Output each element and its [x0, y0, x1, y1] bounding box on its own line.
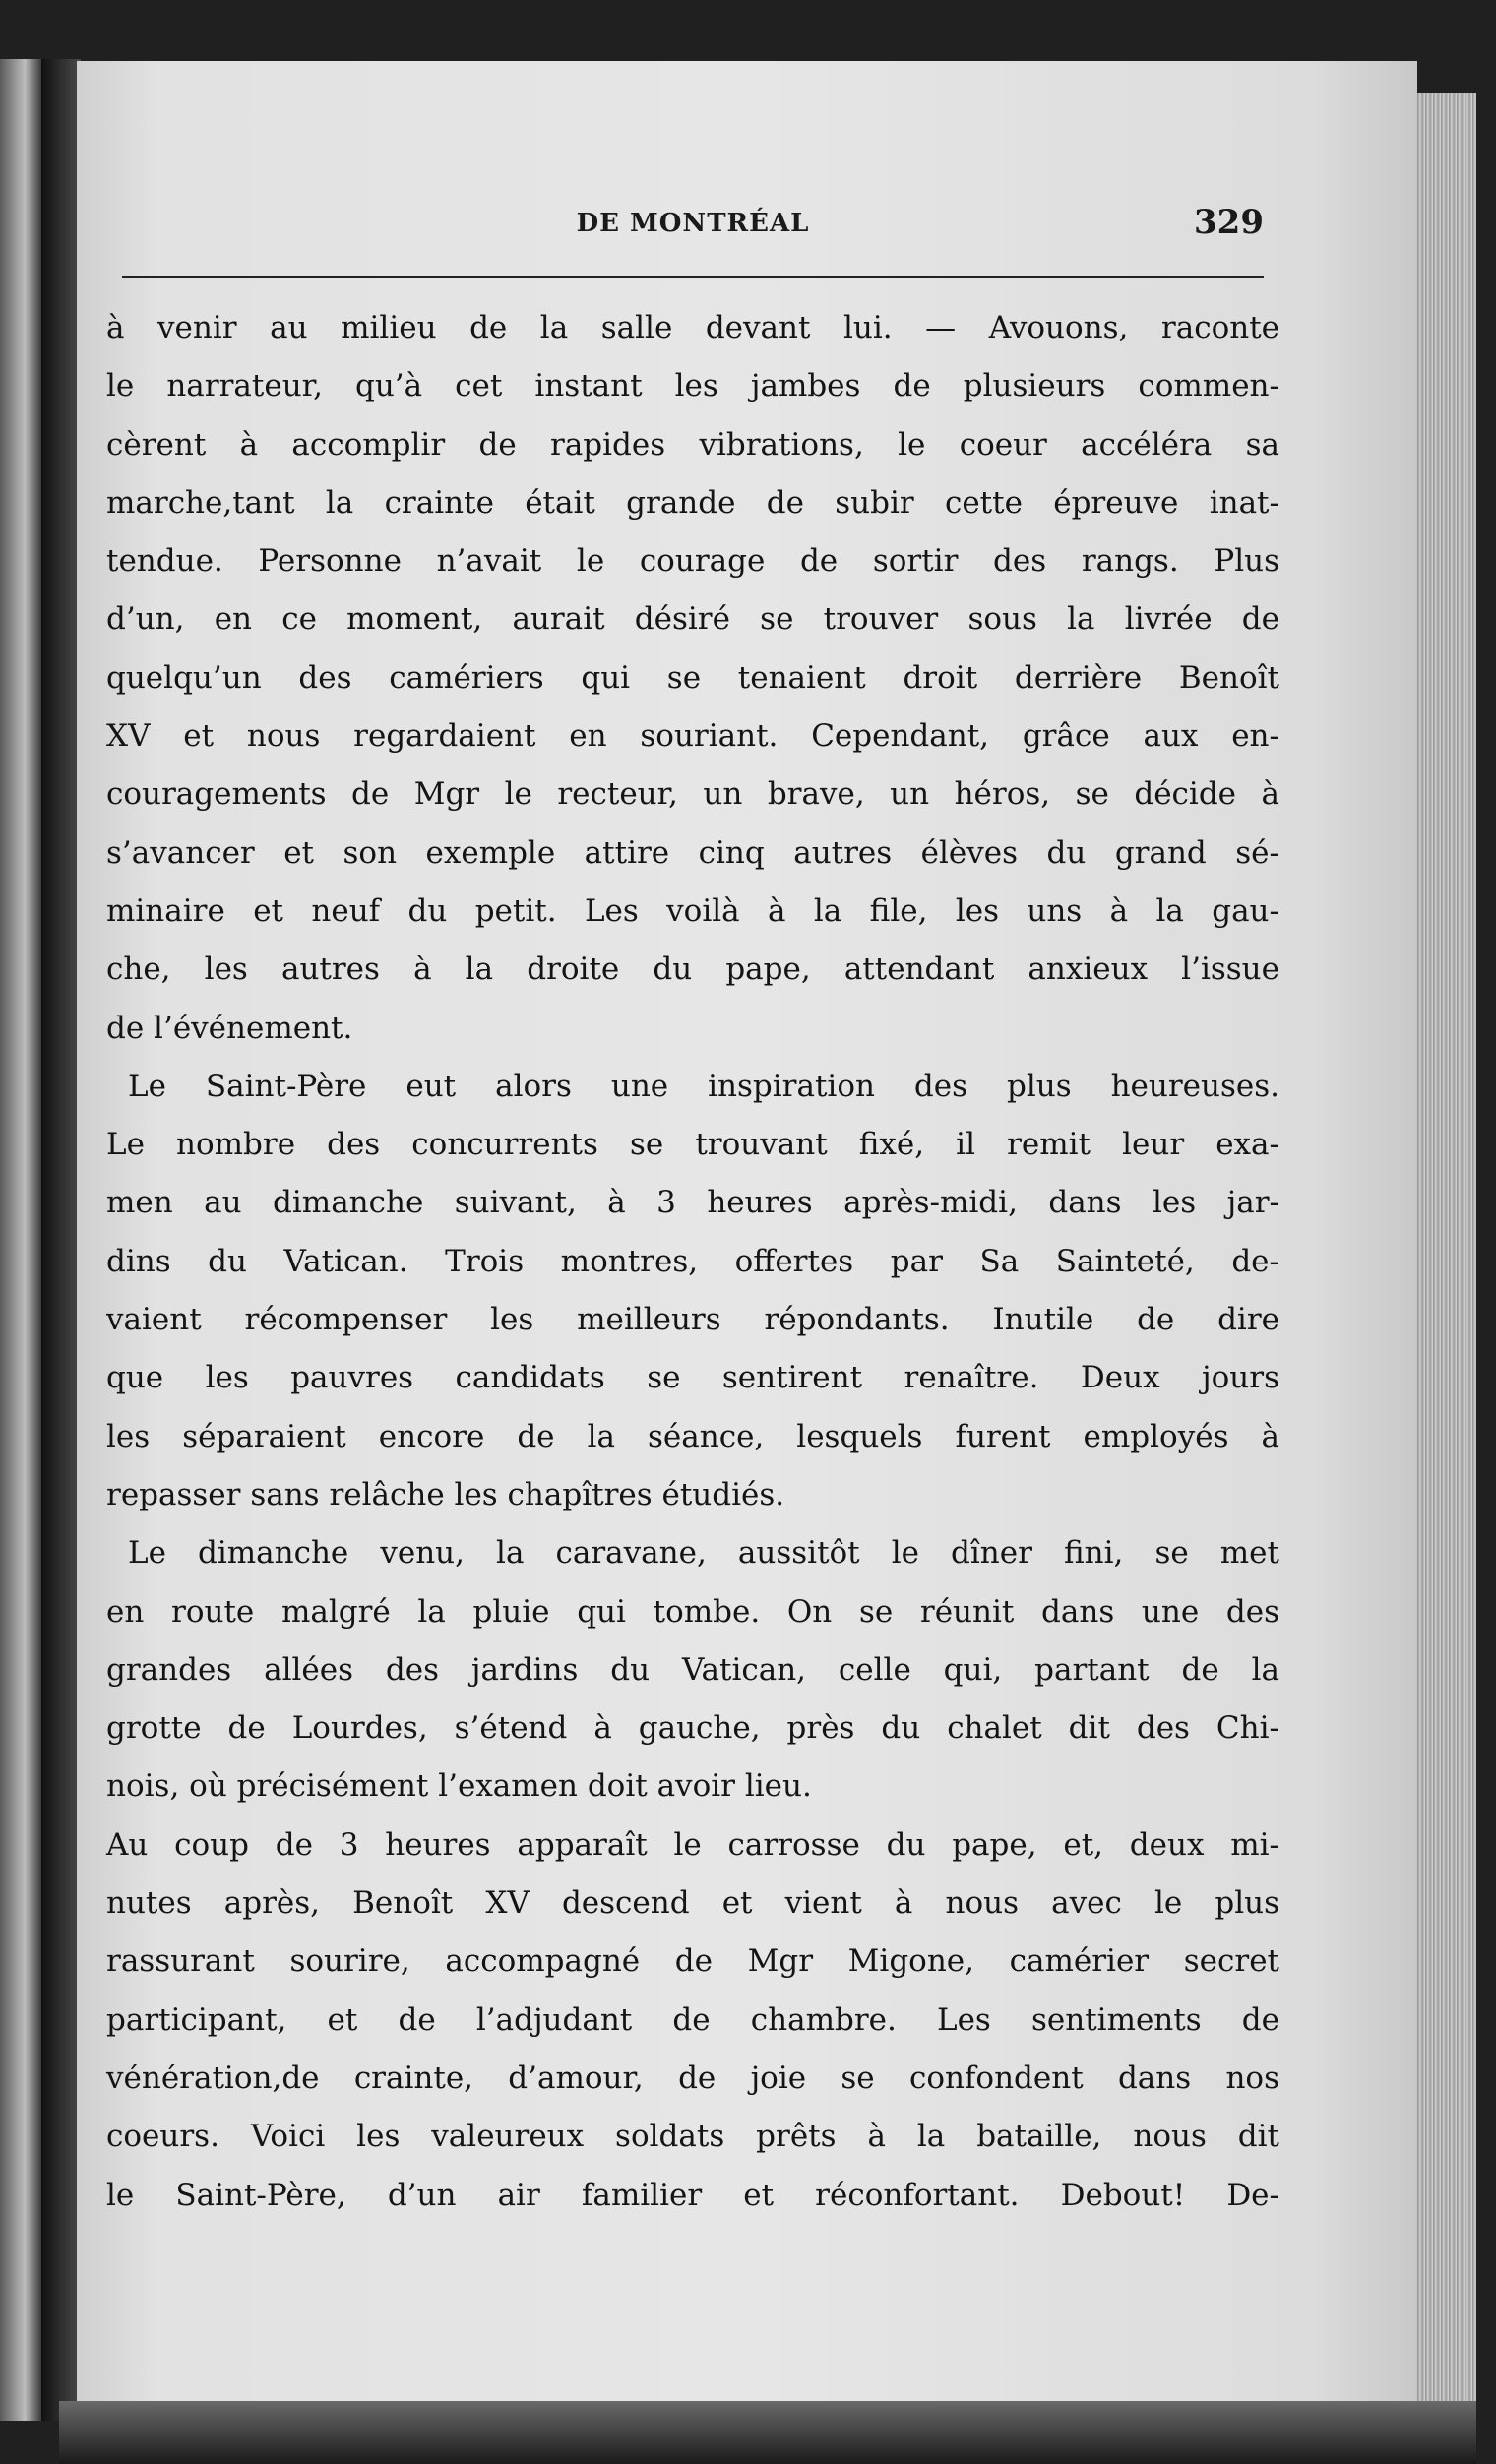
page-number: 329	[1194, 203, 1264, 242]
text-line: cèrent à accomplir de rapides vibrations, le coeur accéléra sa	[106, 426, 1279, 462]
text-line: d’un, en ce moment, aurait désiré se trouver sous la livrée de	[106, 601, 1279, 638]
paragraph-start-line: Au coup de 3 heures apparaît le carrosse du pape, et, deux mi-	[106, 1826, 1279, 1863]
text-line: couragements de Mgr le recteur, un brave, un héros, se décide à	[106, 776, 1279, 813]
text-line: participant, et de l’adjudant de chambre. Les sentiments de	[106, 2002, 1279, 2038]
paragraph-start-line: Le Saint-Père eut alors une inspiration des plus heureuses.	[128, 1068, 1279, 1104]
page-header	[122, 201, 1264, 260]
text-line: vénération,de crainte, d’amour, de joie se confondent dans nos	[106, 2060, 1279, 2096]
text-line: en route malgré la pluie qui tombe. On se réunit dans une des	[106, 1593, 1279, 1630]
text-line: dins du Vatican. Trois montres, offertes par Sa Sainteté, de-	[106, 1243, 1279, 1279]
text-line: grotte de Lourdes, s’étend à gauche, près du chalet dit des Chi-	[106, 1710, 1279, 1747]
text-line: le Saint-Père, d’un air familier et réconfortant. Debout! De-	[106, 2177, 1279, 2213]
text-line: quelqu’un des camériers qui se tenaient droit derrière Benoît	[106, 659, 1279, 696]
facing-page-edge	[0, 59, 41, 2421]
text-line: Le nombre des concurrents se trouvant fixé, il remit leur exa-	[106, 1127, 1279, 1163]
body-text	[106, 299, 1279, 2225]
text-line: coeurs. Voici les valeureux soldats prêts à la bataille, nous dit	[106, 2119, 1279, 2155]
text-line: le narrateur, qu’à cet instant les jambes de plusieurs commen-	[106, 368, 1279, 404]
text-line: XV et nous regardaient en souriant. Cependant, grâce aux en-	[106, 718, 1279, 755]
paragraph-start-line: Le dimanche venu, la caravane, aussitôt le dîner fini, se met	[128, 1535, 1279, 1571]
text-line: minaire et neuf du petit. Les voilà à la file, les uns à la gau-	[106, 893, 1279, 929]
text-line: les séparaient encore de la séance, lesquels furent employés à	[106, 1418, 1279, 1454]
header-rule	[122, 276, 1264, 278]
text-line: à venir au milieu de la salle devant lui. — Avouons, raconte	[106, 310, 1279, 345]
text-line: nutes après, Benoît XV descend et vient à nous avec le plus	[106, 1885, 1279, 1922]
text-line: s’avancer et son exemple attire cinq autres élèves du grand sé-	[106, 834, 1279, 871]
page-stack-edge	[1417, 93, 1476, 2416]
running-head: DE MONTRÉAL	[576, 209, 810, 238]
binding-shadow	[41, 59, 81, 2421]
text-line: tendue. Personne n’avait le courage de sortir des rangs. Plus	[106, 543, 1279, 580]
text-line: que les pauvres candidats se sentirent renaître. Deux jours	[106, 1360, 1279, 1396]
text-line: che, les autres à la droite du pape, attendant anxieux l’issue	[106, 952, 1279, 988]
text-line: grandes allées des jardins du Vatican, celle qui, partant de la	[106, 1651, 1279, 1688]
text-line: men au dimanche suivant, à 3 heures après-midi, dans les jar-	[106, 1185, 1279, 1221]
text-line: marche,tant la crainte était grande de subir cette épreuve inat-	[106, 484, 1279, 521]
book-page	[77, 61, 1417, 2421]
text-line: repasser sans relâche les chapîtres étudiés.	[106, 1476, 785, 1512]
text-line: nois, où précisément l’examen doit avoir lieu.	[106, 1768, 812, 1805]
bottom-shadow	[59, 2401, 1476, 2464]
text-line: de l’événement.	[106, 1010, 353, 1046]
text-line: rassurant sourire, accompagné de Mgr Migone, camérier secret	[106, 1943, 1279, 1980]
text-line: vaient récompenser les meilleurs répondants. Inutile de dire	[106, 1302, 1279, 1338]
